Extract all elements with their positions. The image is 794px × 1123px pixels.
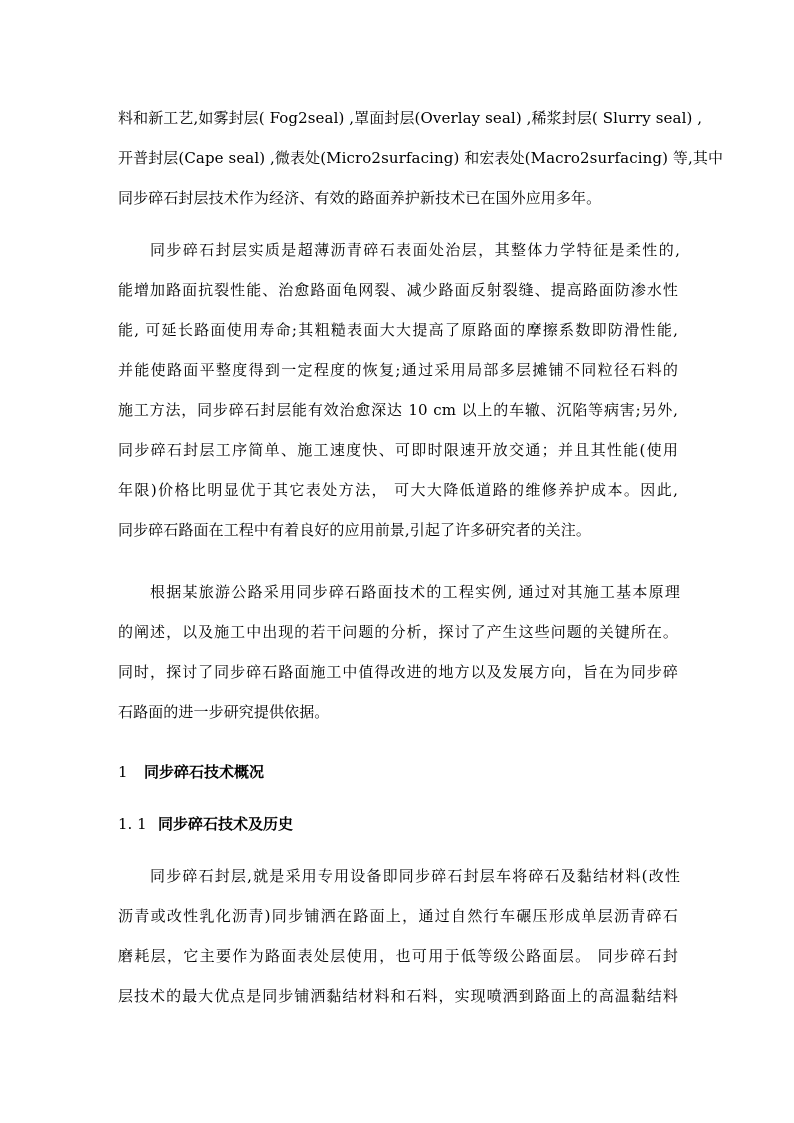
paragraph-3-line-2: 的阐述，以及施工中出现的若干问题的分析，探讨了产生这些问题的关键所在。 [118, 623, 678, 641]
paragraph-3-line-4: 石路面的进一步研究提供依据。 [118, 703, 330, 721]
paragraph-4-line-1: 同步碎石封层,就是采用专用设备即同步碎石封层车将碎石及黏结材料(改性 [150, 867, 680, 885]
paragraph-2-line-4: 并能使路面平整度得到一定程度的恢复;通过采用局部多层摊铺不同粒径石料的 [118, 361, 678, 379]
paragraph-2-line-5: 施工方法，同步碎石封层能有效治愈深达 10 cm 以上的车辙、沉陷等病害;另外, [118, 401, 678, 419]
paragraph-2-line-3: 能, 可延长路面使用寿命;其粗糙表面大大提高了原路面的摩擦系数即防滑性能, [118, 321, 678, 339]
paragraph-1-line-2: 开普封层(Cape seal) ,微表处(Micro2surfacing) 和宏表处(Macro2surfacing) 等,其中 [118, 149, 724, 167]
paragraph-4-line-2: 沥青或改性乳化沥青)同步铺洒在路面上，通过自然行车碾压形成单层沥青碎石 [118, 907, 678, 925]
paragraph-4-line-3: 磨耗层，它主要作为路面表处层使用，也可用于低等级公路面层。 同步碎石封 [118, 947, 678, 965]
section-heading-1-1 [118, 814, 293, 834]
paragraph-2-line-7: 年限)价格比明显优于其它表处方法， 可大大降低道路的维修养护成本。因此, [118, 481, 678, 499]
paragraph-1-line-1: 料和新工艺,如雾封层( Fog2seal) ,罩面封层(Overlay seal) ,稀浆封层( Slurry seal) , [118, 109, 703, 127]
section-heading-1-1-title: 同步碎石技术及历史 [158, 815, 294, 833]
paragraph-2-line-1: 同步碎石封层实质是超薄沥青碎石表面处治层，其整体力学特征是柔性的, [150, 241, 680, 259]
section-heading-1-number: 1 [118, 763, 128, 781]
section-heading-1-1-number: 1. 1 [118, 815, 147, 833]
paragraph-1-line-3: 同步碎石封层技术作为经济、有效的路面养护新技术已在国外应用多年。 [118, 189, 602, 207]
paragraph-3-line-3: 同时，探讨了同步碎石路面施工中值得改进的地方以及发展方向，旨在为同步碎 [118, 663, 678, 681]
paragraph-4-line-4: 层技术的最大优点是同步铺洒黏结材料和石料，实现喷洒到路面上的高温黏结料 [118, 987, 678, 1005]
section-heading-1 [118, 762, 264, 782]
paragraph-2-line-8: 同步碎石路面在工程中有着良好的应用前景,引起了许多研究者的关注。 [118, 521, 591, 539]
section-heading-1-title: 同步碎石技术概况 [144, 763, 265, 781]
paragraph-2-line-6: 同步碎石封层工序简单、施工速度快、可即时限速开放交通；并且其性能(使用 [118, 441, 678, 459]
paragraph-3-line-1: 根据某旅游公路采用同步碎石路面技术的工程实例, 通过对其施工基本原理 [150, 583, 680, 601]
paragraph-2-line-2: 能增加路面抗裂性能、治愈路面龟网裂、减少路面反射裂缝、提高路面防渗水性 [118, 281, 678, 299]
